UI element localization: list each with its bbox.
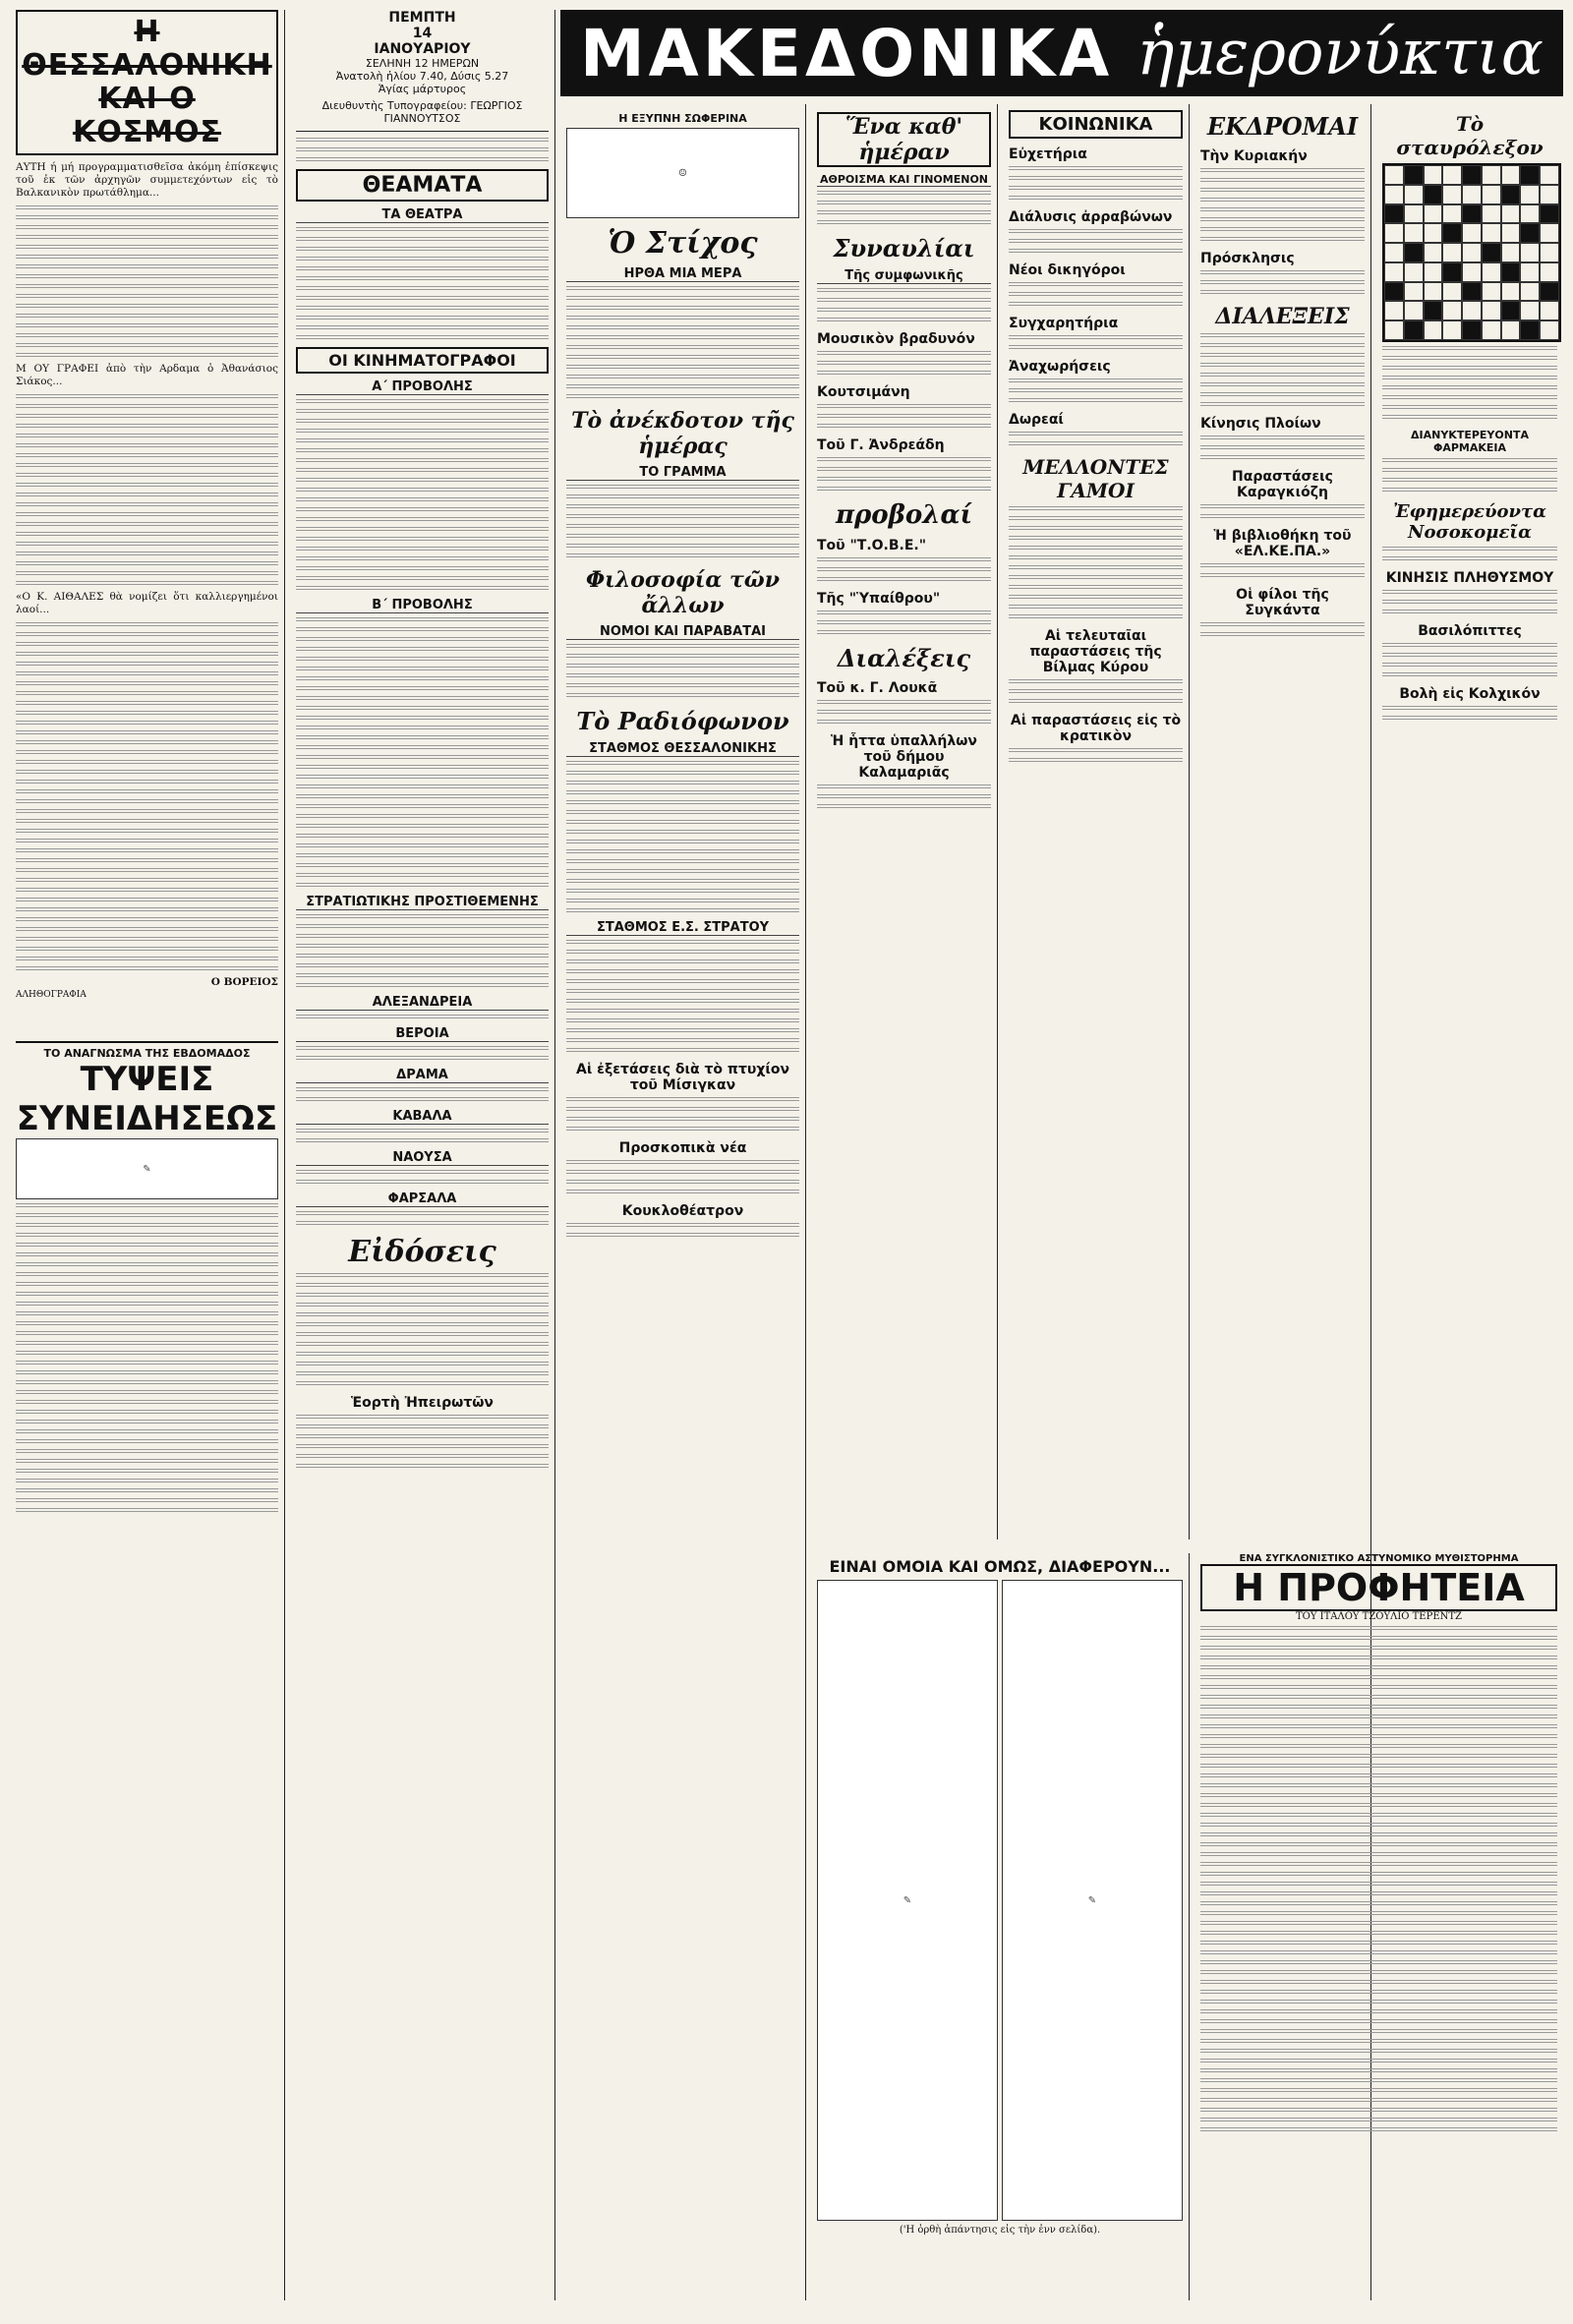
anecdote-subheading: ΤΟ ΓΡΑΜΜΑ xyxy=(566,465,799,481)
departures-heading: Ἀναχωρήσεις xyxy=(1009,359,1111,375)
banner-title: ΜΑΚΕΔΟΝΙΚΑ xyxy=(580,15,1114,91)
wishes-heading: Εὐχετήρια xyxy=(1009,146,1087,162)
final-shows-heading: Αἱ τελευταῖαι παραστάσεις τῆς Βίλμας Κύρου xyxy=(1029,628,1162,675)
engagement-heading: Διάλυσις ἀρραβώνων xyxy=(1009,209,1173,225)
invitation-heading: Πρόσκλησις xyxy=(1200,251,1295,266)
donations-heading: Δωρεαί xyxy=(1009,412,1064,428)
puppet-heading: Κουκλοθέατρον xyxy=(621,1203,744,1219)
scouts-heading: Προσκοπικὰ νέα xyxy=(618,1140,747,1156)
date-number: 14 xyxy=(412,26,433,41)
naousa-heading: ΝΑΟΥΣΑ xyxy=(296,1150,549,1166)
cinema-first-run-listings xyxy=(296,399,549,592)
new-lawyers-heading: Νέοι δικηγόροι xyxy=(1009,262,1126,278)
military-cinema-heading: ΣΤΡΑΤΙΩΤΙΚΗΣ ΠΡΟΣΤΙΘΕΜΕΝΗΣ xyxy=(296,895,549,910)
theatre-section-heading: ΘΕΑΜΑΤΑ xyxy=(296,169,549,202)
cinema-second-run-heading: Β΄ ΠΡΟΒΟΛΗΣ xyxy=(296,598,549,613)
cartoon-comparison-title: ΕΙΝΑΙ ΟΜΟΙΑ ΚΑΙ ΟΜΩΣ, ΔΙΑΦΕΡΟΥΝ... xyxy=(829,1557,1171,1576)
veria-heading: ΒΕΡΟΙΑ xyxy=(296,1026,549,1042)
cinema-section-heading: ΟΙ ΚΙΝΗΜΑΤΟΓΡΑΦΟΙ xyxy=(296,347,549,374)
state-theatre-heading: Αἱ παραστάσεις εἰς τὸ κρατικὸν xyxy=(1010,713,1182,744)
weekly-reading xyxy=(16,1041,278,1514)
cinema-second-run-listings xyxy=(296,617,549,889)
kalamaria-heading: Ἡ ἧττα ὑπαλλήλων τοῦ δήμου Καλαμαριᾶς xyxy=(831,733,977,781)
prophecy-serial xyxy=(1194,1553,1563,2300)
article-paragraph-1: ΑΥΤΗ ή μή προγραμματισθεῖσα ἀκόμη ἐπίσκεψις τοῦ ἐκ τῶν ἀρχηγῶν συμμετεχόντων εἰς τὸ Βαλκανικὸν πρωτάθλημα... xyxy=(16,161,278,199)
stichos-heading: Ὁ Στίχος xyxy=(608,226,758,261)
sun-times: Ἀνατολὴ ἡλίου 7.40, Δύσις 5.27 xyxy=(335,70,509,83)
column-culture xyxy=(811,104,998,1540)
congratulations-heading: Συγχαρητήρια xyxy=(1009,316,1119,331)
prophecy-author: ΤΟΥ ΙΤΑΛΟΥ ΤΖΟΥΛΙΟ ΤΕΡΕΝΤΖ xyxy=(1295,1611,1463,1622)
weekly-reading-label: ΤΟ ΑΝΑΓΝΩΣΜΑ ΤΗΣ ΕΒΔΟΜΑΔΟΣ xyxy=(43,1047,251,1060)
news-heading: Εἰδόσεις xyxy=(348,1235,496,1269)
cinema-first-run-heading: Α΄ ΠΡΟΒΟΛΗΣ xyxy=(296,379,549,395)
anecdote-heading: Τὸ ἀνέκδοτον τῆς ἡμέρας xyxy=(571,408,794,459)
main-banner xyxy=(560,10,1563,96)
saint-of-day: Ἁγίας μάρτυρος xyxy=(378,83,467,95)
weekly-reading-title: ΤΥΨΕΙΣ ΣΥΝΕΙΔΗΣΕΩΣ xyxy=(16,1060,278,1138)
friends-heading: Οἱ φίλοι τῆς Συγκάντα xyxy=(1236,587,1329,618)
alexandreia-heading: ΑΛΕΞΑΝΔΡΕΙΑ xyxy=(296,995,549,1011)
ships-heading: Κίνησις Πλοίων xyxy=(1200,416,1321,432)
feast-heading: Ἑορτὴ Ἠπειρωτῶν xyxy=(351,1395,494,1411)
concerts-heading: Συναυλίαι xyxy=(833,234,975,262)
weddings-heading: ΜΕΛΛΟΝΤΕΣ ΓΑΜΟΙ xyxy=(1022,455,1169,502)
article-paragraph-3: «Ο Κ. ΑΙΘΑΛΕΣ θὰ νομίζει ὅτι καλλιεργημένοι λαοί... xyxy=(16,591,278,615)
screenings-heading: προβολαί xyxy=(835,500,973,530)
andreadis-heading: Τοῦ Γ. Ἀνδρεάδη xyxy=(817,437,945,453)
date-day: ΠΕΜΠΤΗ xyxy=(388,10,456,26)
music-evening-heading: Μουσικὸν βραδυνόν xyxy=(817,331,975,347)
article-signature: Ο ΒΟΡΕΙΟΣ xyxy=(210,976,278,988)
prophecy-banner: ΕΝΑ ΣΥΓΚΛΟΝΙΣΤΙΚΟ ΑΣΤΥΝΟΜΙΚΟ ΜΥΘΙΣΤΟΡΗΜΑ xyxy=(1239,1553,1519,1564)
newspaper-page xyxy=(10,10,1563,2304)
social-heading: ΚΟΙΝΩΝΙΚΑ xyxy=(1009,110,1183,139)
cartoon-comparison xyxy=(811,1553,1190,2300)
lectures-notice-heading: ΔΙΑΛΕΞΕΙΣ xyxy=(1215,304,1350,329)
cartoon-left-panel: ✎ xyxy=(817,1580,998,2221)
column-social xyxy=(1003,104,1190,1540)
philosophy-heading: Φιλοσοφία τῶν ἄλλων xyxy=(586,567,780,618)
concerts-subheading: Τῆς συμφωνικῆς xyxy=(817,268,991,284)
library-heading: Ἡ βιβλιοθήκη τοῦ «ΕΛ.ΚΕ.ΠΑ.» xyxy=(1213,528,1352,559)
printing-director: Διευθυντὴς Τυπογραφείου: ΓΕΩΡΓΙΟΣ ΓΙΑΝΝΟΥΤΣΟΣ xyxy=(321,99,523,125)
radio-heading: Τὸ Ραδιόφωνον xyxy=(576,707,789,735)
lectures-heading: Διαλέξεις xyxy=(837,644,971,672)
article-body xyxy=(16,161,278,1002)
kutsiman-heading: Κουτσιμάνη xyxy=(817,384,910,400)
kavala-heading: ΚΑΒΑΛΑ xyxy=(296,1109,549,1125)
philosophy-subheading: ΝΟΜΟΙ ΚΑΙ ΠΑΡΑΒΑΤΑΙ xyxy=(566,624,799,640)
theatre-subheading: ΤΑ ΘΕΑΤΡΑ xyxy=(296,207,549,223)
population-heading: ΚΙΝΗΣΙΣ ΠΛΗΘΥΣΜΟΥ xyxy=(1385,570,1554,586)
column-title-line1: Η ΘΕΣΣΑΛΟΝΙΚΗ xyxy=(22,15,272,83)
column-features xyxy=(560,104,806,2300)
one-daily-heading: Ἕνα καθ' ἡμέραν xyxy=(817,112,991,167)
one-daily-subheading: ΑΘΡΟΙΣΜΑ ΚΑΙ ΓΙΝΟΜΕΝΟΝ xyxy=(817,173,991,187)
crossword-grid xyxy=(1382,163,1561,342)
farsala-heading: ΦΑΡΣΑΛΑ xyxy=(296,1191,549,1207)
karagiozis-heading: Παραστάσεις Καραγκιόζη xyxy=(1232,469,1333,500)
kolkikon-heading: Βολὴ εἰς Κολχικόν xyxy=(1399,686,1541,702)
outings-heading: ΕΚΔΡΟΜΑΙ xyxy=(1206,112,1359,141)
tobe-heading: Τοῦ "Τ.Ο.Β.Ε." xyxy=(817,538,927,553)
banner-subtitle: ἡμερονύκτια xyxy=(1136,17,1544,89)
stichos-subheading: ΗΡΘΑ ΜΙΑ ΜΕΡΑ xyxy=(566,266,799,282)
column-title-line2: ΚΑΙ Ο ΚΟΣΜΟΣ xyxy=(72,82,222,149)
cartoon-title: Η ΕΞΥΠΝΗ ΣΩΦΕΡΙΝΑ xyxy=(618,112,747,125)
prophecy-title: Η ΠΡΟΦΗΤΕΙΑ xyxy=(1200,1564,1557,1611)
weekly-reading-illustration: ✎ xyxy=(16,1138,278,1199)
exams-heading: Αἱ ἐξετάσεις διὰ τὸ πτυχίον τοῦ Μίσιγκαν xyxy=(576,1062,789,1093)
ypaithrou-heading: Τῆς "Ὑπαίθρου" xyxy=(817,591,941,607)
column-listings xyxy=(290,10,555,2300)
date-month: ΙΑΝΟΥΑΡΙΟΥ xyxy=(374,41,471,57)
sunday-heading: Τὴν Κυριακήν xyxy=(1200,148,1308,164)
cartoon-comparison-caption: ('Η ὀρθὴ ἀπάντησις εἰς τὴν ἐνν σελίδα). xyxy=(899,2225,1101,2236)
theatre-listings xyxy=(296,227,549,341)
date-box xyxy=(296,10,549,132)
cakes-heading: Βασιλόπιττες xyxy=(1418,623,1522,639)
radio-military-heading: ΣΤΑΘΜΟΣ Ε.Σ. ΣΤΡΑΤΟΥ xyxy=(566,920,799,936)
cartoon-right-panel: ✎ xyxy=(1002,1580,1183,2221)
article-pseudonym: ΑΛΗΘΟΓΡΑΦΙΑ xyxy=(16,990,87,1000)
moon-phase: ΣΕΛΗΝΗ 12 ΗΜΕΡΩΝ xyxy=(365,57,480,70)
column-title-box xyxy=(16,10,278,155)
column-thessaloniki xyxy=(10,10,285,2300)
cartoon-driver-illustration: ☺ xyxy=(566,128,799,218)
luka-heading: Τοῦ κ. Γ. Λουκᾶ xyxy=(817,680,938,696)
drama-heading: ΔΡΑΜΑ xyxy=(296,1068,549,1083)
radio-station-heading: ΣΤΑΘΜΟΣ ΘΕΣΣΑΛΟΝΙΚΗΣ xyxy=(566,741,799,757)
crossword-heading: Τὸ σταυρόλεξον xyxy=(1396,112,1544,159)
hospitals-heading: Ἐφημερεύοντα Νοσοκομεῖα xyxy=(1393,501,1546,543)
article-paragraph-2: Μ ΟΥ ΓΡΑΦΕΙ ἀπὸ τὴν Αρδαμα ὁ Ἀθανάσιος Σιάκος... xyxy=(16,363,278,387)
pharmacies-heading: ΔΙΑΝΥΚΤΕΡΕΥΟΝΤΑ ΦΑΡΜΑΚΕΙΑ xyxy=(1411,429,1529,454)
